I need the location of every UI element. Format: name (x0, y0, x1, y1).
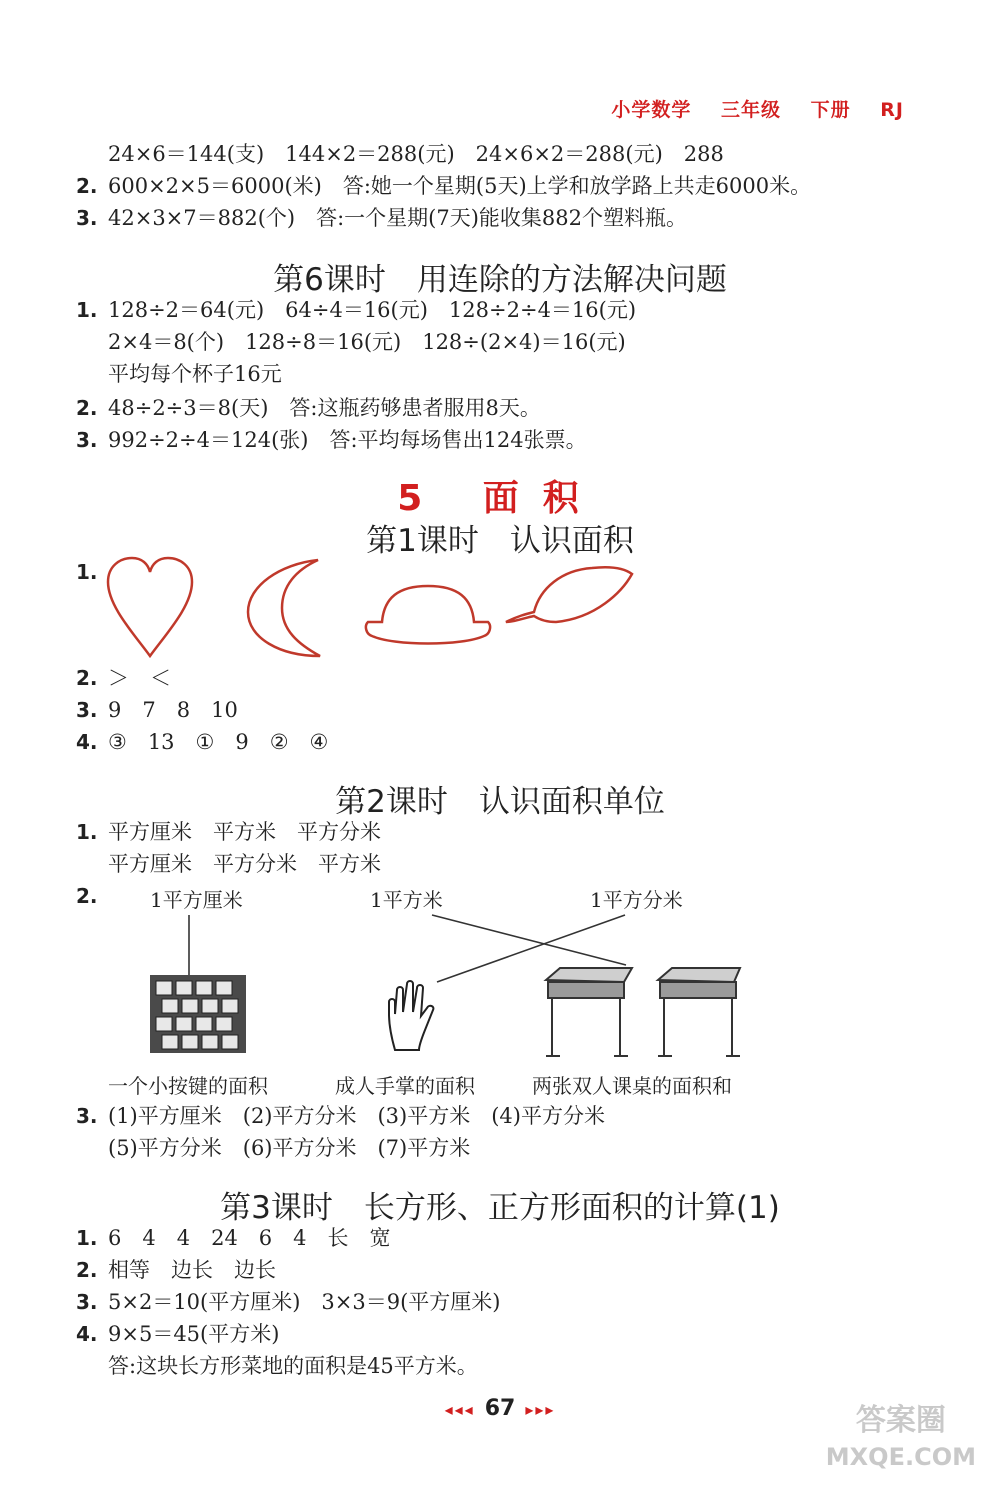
prev-arrows-icon: ◂◂◂ (444, 1400, 475, 1419)
unit-sq-dm: 1平方分米 (590, 888, 683, 912)
desks-icon (540, 962, 746, 1062)
lesson2-title: 第2课时 认识面积单位 (335, 784, 665, 820)
chapter-title: 5 面积 (397, 478, 603, 519)
watermark-logo (826, 1403, 976, 1475)
lesson1-title: 第1课时 认识面积 (366, 523, 634, 559)
item-palm-area: 成人手掌的面积 (335, 1074, 475, 1098)
lesson3-title: 第3课时 长方形、正方形面积的计算(1) (220, 1190, 780, 1226)
header-edition: RJ (880, 99, 904, 121)
unit-sq-cm: 1平方厘米 (150, 888, 243, 912)
palm-hand-icon (385, 980, 435, 1054)
header-grade: 三年级 (721, 99, 782, 121)
header-term: 下册 (810, 99, 851, 121)
watermark-line2: MXQE.COM (825, 1443, 976, 1471)
keyboard-keys-icon (150, 975, 246, 1053)
unit-sq-m: 1平方米 (370, 888, 443, 912)
item-key-area: 一个小按键的面积 (108, 1074, 268, 1098)
header-subject: 小学数学 (611, 99, 692, 121)
lesson6-title: 第6课时 用连除的方法解决问题 (273, 262, 727, 298)
page-number: 67 (484, 1396, 516, 1421)
next-arrows-icon: ▸▸▸ (525, 1400, 556, 1419)
watermark-line1: 答案圈 (855, 1403, 946, 1438)
item-desks-area: 两张双人课桌的面积和 (532, 1074, 732, 1098)
